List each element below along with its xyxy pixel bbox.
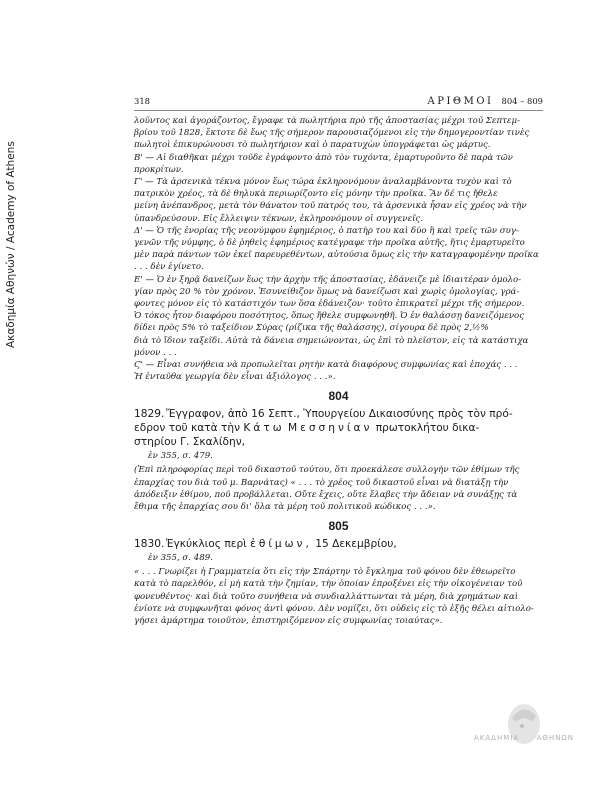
- text-line: ὑπανδρεύσουν. Εἰς ἔλλειψιν τέκνων, ἐκληρονόμουν οἱ συγγενεῖς.: [134, 213, 423, 224]
- entry-reference: ἐν 355, σ. 479.: [148, 451, 213, 462]
- section-number: 804: [328, 389, 349, 404]
- entry-number: 1829.: [134, 408, 165, 421]
- continued-text: [134, 115, 543, 383]
- athena-head-icon: [502, 700, 546, 750]
- entry-text: στηρίου Γ. Σκαλίδην,: [134, 436, 245, 449]
- note-line: ἐπαρχίας του διὰ τοῦ μ. Βαρνάτας) « . . . τὸ χρέος τοῦ δικαστοῦ εἶναι νὰ διατάξῃ τὴν: [134, 477, 509, 488]
- side-watermark: Ακαδημία Αθηνών / Academy of Athens: [5, 141, 17, 348]
- entry-text-spaced: Μεσσηνίαν: [287, 422, 373, 435]
- page-number: 318: [134, 96, 150, 106]
- text-line: Β' — Αἱ διαθῆκαι μέχρι τοῦδε ἐγράφοντο ἀπὸ τὸν τυχόντα, ἐμαρτυροῦντο δὲ παρὰ τῶν: [134, 152, 513, 163]
- text-line: πωλητοὶ ἐπικυρώνουσι τὸ πωλητήριον καὶ ὁ παρατυχὼν ὑπογράφεται ὡς μάρτυς.: [134, 140, 491, 151]
- entry-heading: [134, 407, 543, 421]
- header-title: ΑΡΙΘΜΟΙ: [427, 96, 494, 107]
- entry-note: [134, 464, 543, 513]
- note-line: « . . . Γνωρίζει ἡ Γραμματεία ὅτι εἰς τὴν Σπάρτην τὸ ἔγκλημα τοῦ φόνου δὲν ἐθεωρεῖτο: [134, 567, 516, 578]
- note-line: φονευθέντος· καὶ διὰ τοῦτο συνήθεια νὰ συνδιαλλάττωνται τὰ μέρη, διὰ χρημάτων καὶ: [134, 591, 519, 602]
- text-line: λοῦντος καὶ ἀγοράζοντος, ἔγραφε τὰ πωλητήρια πρὸ τῆς ἀποστασίας μέχρι τοῦ Σεπτεμ-: [134, 116, 520, 126]
- header-range: 804 – 809: [501, 96, 543, 106]
- entry-text-spaced: Κάτω: [243, 422, 285, 435]
- section-number: 805: [328, 519, 349, 534]
- note-line: ἔθιμα τῆς ἐπαρχίας σου δι' ὅλα τὰ μέρη τοῦ πολιτικοῦ κώδικος . . .».: [134, 502, 436, 513]
- entry-text: Ἐγκύκλιος περὶ: [166, 538, 247, 551]
- entry-text: εδρον τοῦ κατὰ τὴν: [134, 422, 241, 435]
- entry-number: 1830.: [134, 538, 165, 551]
- entry-text-spaced: ἐθίμων,: [250, 538, 312, 551]
- text-line: πατρικὸν χρέος, τὰ δὲ θηλυκὰ περιωρίζοντο εἰς μόνην τὴν προῖκα. Ἂν δέ τις ἤθελε: [134, 189, 498, 200]
- entry-text: πρωτοκλήτου δικα-: [375, 422, 480, 435]
- note-line: ἐνίοτε νὰ συμφωνῆται φόνος ἀντὶ φόνου. Δὲν νομίζει, ὅτι οὐδεὶς εἰς τὸ ἑξῆς θέλει αἰτιολο-: [134, 603, 534, 614]
- note-line: (Ἐπὶ πληροφορίας περὶ τοῦ δικαστοῦ τούτου, ὅτι προεκάλεσε συλλογὴν τῶν ἐθίμων τῆς: [134, 465, 520, 476]
- academy-stamp: [474, 700, 574, 760]
- stamp-text-left: ΑΚΑΔΗΜΙΑ: [474, 734, 520, 742]
- entry-heading: [134, 537, 543, 551]
- note-line: γήσει ἁμάρτημα τοιοῦτον, ἐπιστηριζόμενον εἰς συμφωνίας τοιαύτας».: [134, 616, 443, 627]
- text-line: . . . δὲν ἐγίνετο.: [134, 262, 204, 273]
- text-line: μείνη ἀνέπανδρος, μετὰ τὸν θάνατον τοῦ πατρός του, τὰ ἀρσενικὰ ἦσαν εἰς χρέος νὰ τὴν: [134, 201, 527, 212]
- text-line: προκρίτων.: [134, 164, 184, 175]
- text-line: Ἡ ἐνταῦθα γεωργία δὲν εἶναι ἀξιόλογος . . .».: [134, 372, 336, 383]
- entry-reference: ἐν 355, σ. 489.: [148, 553, 213, 564]
- text-line: φοντες μόνον εἰς τὸ κατάστιχόν των ὅσα ἐδάνειζον· τοῦτο ἐπικρατεῖ μέχρι τῆς σήμερον.: [134, 299, 525, 310]
- entry-text: Ἔγγραφον, ἀπὸ 16 Σεπτ., Ὑπουργείου Δικαιοσύνης πρὸς τὸν πρό-: [166, 408, 513, 421]
- text-line: Ὁ τόκος ἦτον διαφόρου ποσότητος, ὅπως ἤθελε συμφωνηθῆ. Ὁ ἐν θαλάσσῃ δανειζόμενος: [134, 311, 525, 322]
- text-line: γενῶν τῆς νύμφης, ὁ δὲ ῥηθεὶς ἐφημέριος κατέγραφε τὴν προῖκα αὐτῆς, ἥτις ἐμαρτυρεῖτο: [134, 238, 525, 249]
- text-line: μόνον . . .: [134, 347, 177, 358]
- note-line: κατὰ τὸ παρελθόν, εἰ μὴ κατὰ τὴν ζημίαν, τὴν ὁποίαν ἐπροξένει εἰς τὴν οἰκογένειαν τοῦ: [134, 579, 523, 590]
- text-line: Γ' — Τὰ ἀρσενικὰ τέκνα μόνον ἕως τώρα ἐκληρονόμουν ἀναλαμβάνοντα τυχὸν καὶ τὸ: [134, 177, 512, 188]
- entry-note: [134, 566, 543, 627]
- text-line: γίαν πρὸς 20 % τὸν χρόνον. Ἐσυνείθιζον ὅμως νὰ δανείζωσι καὶ χωρὶς ὁμολογίας, γρά-: [134, 286, 520, 297]
- text-line: Ϛ' — Εἶναι συνήθεια νὰ προπωλεῖται ρητὴν κατὰ διαφόρους συμφωνίας καὶ ἐποχάς . . .: [134, 360, 518, 371]
- entry-heading-cont: [134, 421, 543, 435]
- note-line: ἀπόδειξιν ἐθίμου, ποῦ προβάλλεται. Οὔτε ἔχεις, οὔτε ἔλαβες τὴν ἄδειαν νὰ συνάξῃς τὰ: [134, 489, 518, 500]
- entry-text: 15 Δεκεμβρίου,: [315, 538, 397, 551]
- text-line: μὲν παρὰ πάντων τῶν ἐκεῖ παρευρεθέντων, αὐτούσια ὅμως εἰς τὴν καταγραφομένην προῖκα: [134, 250, 539, 261]
- text-line: Δ' — Ὁ τῆς ἐνορίας τῆς νεονύμφου ἐφημέριος, ὁ πατὴρ του καὶ δύο ἢ καὶ τρεῖς τῶν συγ-: [134, 225, 519, 236]
- stamp-text-right: ΑΘΗΝΩΝ: [536, 734, 574, 742]
- document-page: [134, 96, 543, 627]
- entry-heading-cont: [134, 435, 543, 449]
- text-line: βρίου τοῦ 1828, ἔκτοτε δὲ ἕως τῆς σήμερον παρουσιαζόμενοι εἰς τὴν δημογεροντίαν τινὲς: [134, 128, 530, 139]
- running-header: [134, 96, 543, 111]
- text-line: διὰ τὸ ἴδιον ταξεῖδι. Αὐτὰ τὰ δάνεια σημειώνονται, ὡς ἐπὶ τὸ πλεῖστον, εἰς τὰ κατάστιχα: [134, 335, 529, 346]
- text-line: δίδει πρὸς 5% τὸ ταξείδιον Σύρας (ρίζικα τῆς θαλάσσης), σίγουρα δὲ πρὸς 2,½%: [134, 323, 489, 334]
- text-line: Ε' — Ὁ ἐν ξηρᾷ δανείζων ἕως τὴν ἀρχὴν τῆς ἀποστασίας, ἐδάνειζε μὲ ἰδιαιτέραν ὁμολο-: [134, 274, 522, 285]
